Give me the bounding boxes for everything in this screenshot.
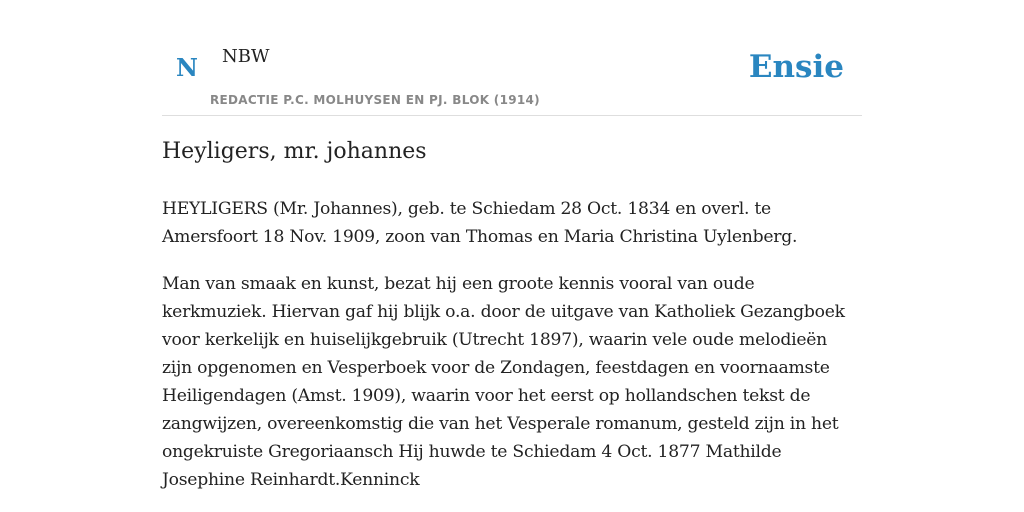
article-paragraph: Man van smaak en kunst, bezat hij een groote kennis vooral van oude kerkmuziek. Hiervan gaf hij blijk o.a. door de uitgave van Katholiek Gezangboek voor kerkelijk en huiselijkgebruik (Utrecht 1897), waarin vele oude melodieën zijn opgenomen en Vesperboek voor de Zondagen, feestdagen en voornaamste Heiligendagen (Amst. 1909), waarin voor het eerst op hollandschen tekst de zangwijzen, overeenkomstig die van het Vesperale romanum, gesteld zijn in het ongekruiste Gregoriaansch Hij huwde te Schiedam 4 Oct. 1877 Mathilde Josephine Reinhardt.Kenninck bbox=[162, 273, 845, 490]
source-subtitle: REDACTIE P.C. MOLHUYSEN EN PJ. BLOK (1914) bbox=[210, 93, 540, 107]
brand-logo[interactable]: Ensie bbox=[748, 49, 844, 85]
article-headword: Heyligers, mr. johannes bbox=[162, 139, 427, 164]
source-title[interactable]: NBW bbox=[222, 46, 270, 67]
article bbox=[162, 138, 862, 512]
source-logo[interactable]: N bbox=[176, 53, 198, 82]
source-header bbox=[162, 40, 862, 116]
article-paragraph: HEYLIGERS (Mr. Johannes), geb. te Schiedam 28 Oct. 1834 en overl. te Amersfoort 18 Nov. 1909, zoon van Thomas en Maria Christina Uylenberg. bbox=[162, 198, 798, 247]
